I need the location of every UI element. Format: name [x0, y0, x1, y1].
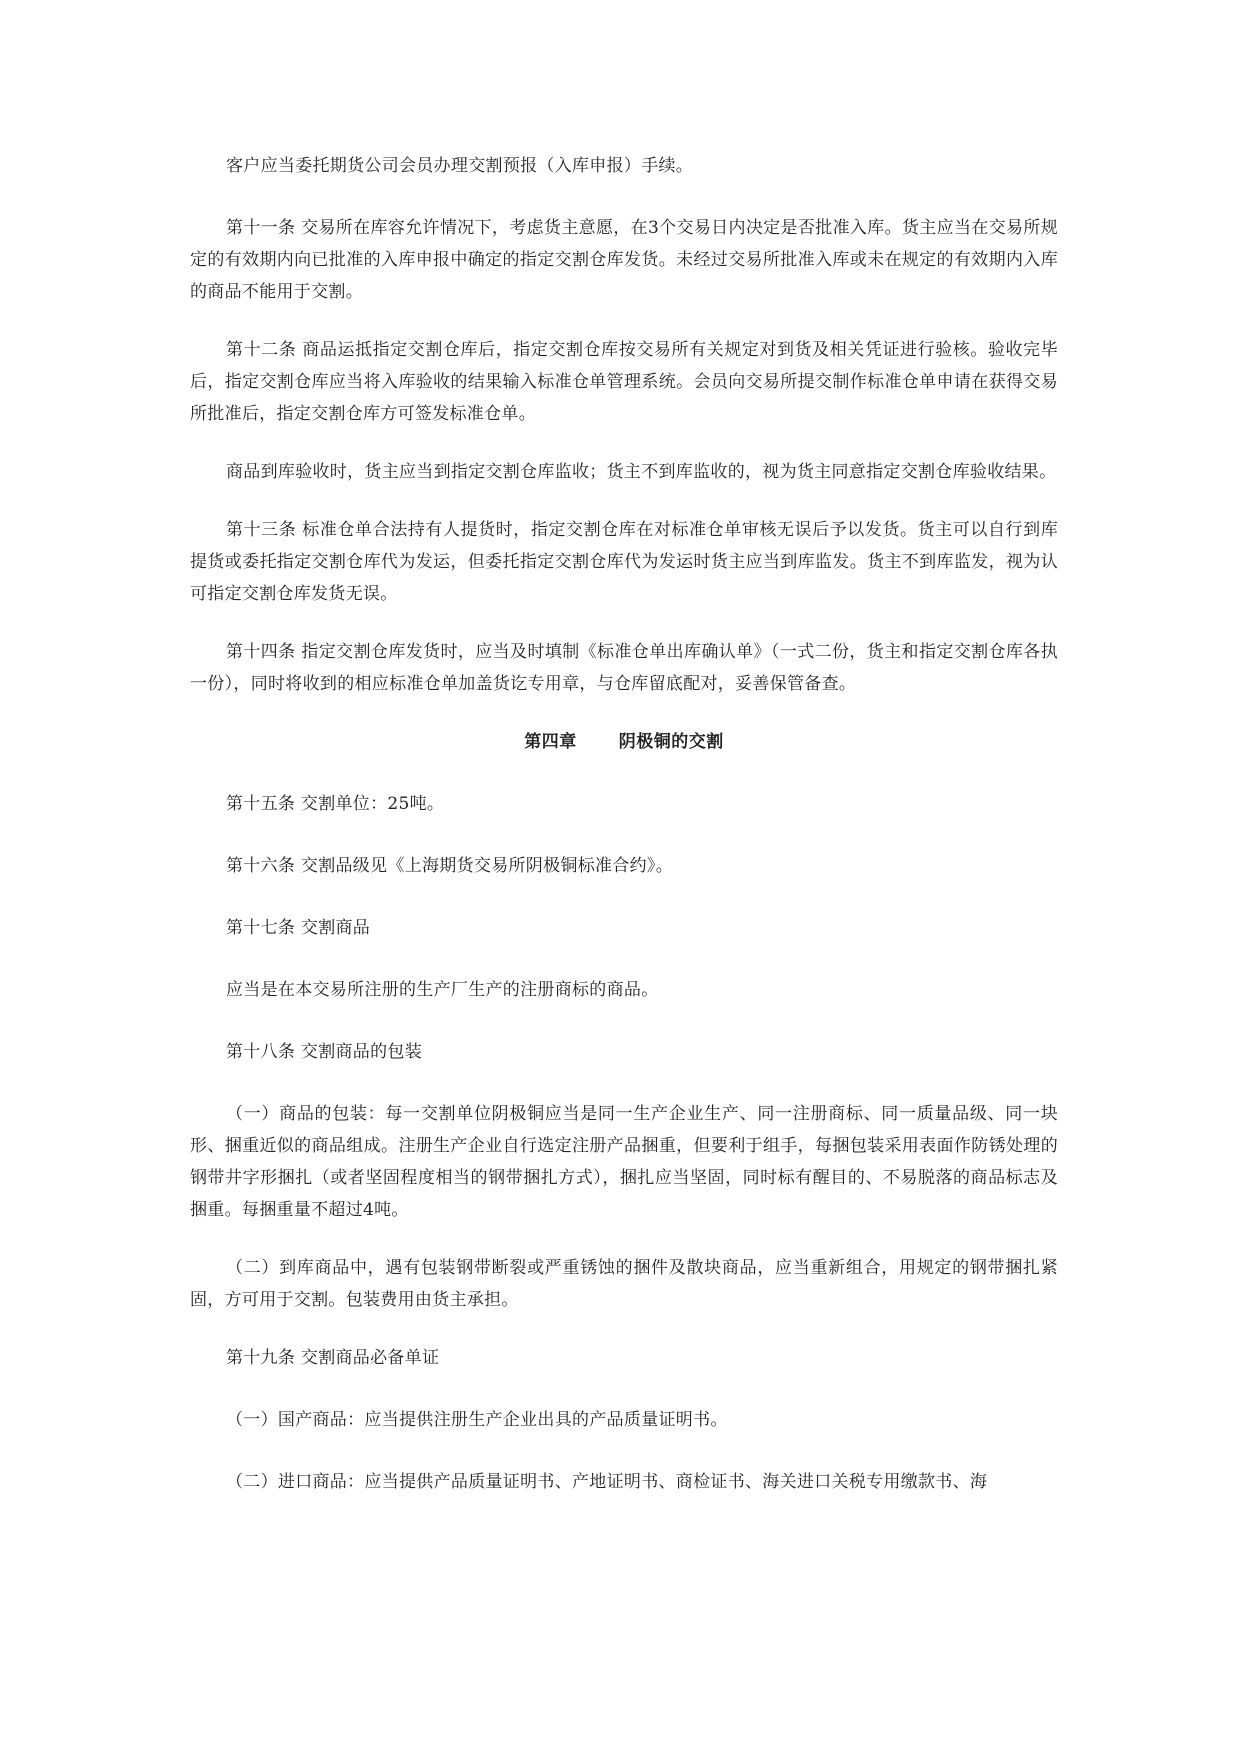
chapter-number: 第四章: [524, 732, 577, 752]
chapter-heading: [190, 726, 1058, 758]
paragraph-declaration: 客户应当委托期货公司会员办理交割预报（入库申报）手续。: [226, 156, 694, 176]
paragraph-packaging-1: （一）商品的包装：每一交割单位阴极铜应当是同一生产企业生产、同一注册商标、同一质量品级、同一块形、捆重近似的商品组成。注册生产企业自行选定注册产品捆重，但要利于组手，每捆包装采用表面作防锈处理的钢带井字形捆扎（或者坚固程度相当的钢带捆扎方式），捆扎应当坚固，同时标有醒目的、不易脱落的商品标志及捆重。每捆重量不超过4吨。: [190, 1104, 1058, 1220]
paragraph-article-12: 第十二条 商品运抵指定交割仓库后，指定交割仓库按交易所有关规定对到货及相关凭证进行验核。验收完毕后，指定交割仓库应当将入库验收的结果输入标准仓单管理系统。会员向交易所提交制作标准仓单申请在获得交易所批准后，指定交割仓库方可签发标准仓单。: [190, 340, 1058, 424]
paragraph-article-18: 第十八条 交割商品的包装: [226, 1042, 423, 1062]
paragraph-inspection: 商品到库验收时，货主应当到指定交割仓库监收；货主不到库监收的，视为货主同意指定交割仓库验收结果。: [226, 462, 1057, 482]
paragraph-article-14: 第十四条 指定交割仓库发货时，应当及时填制《标准仓单出库确认单》（一式二份，货主和指定交割仓库各执一份），同时将收到的相应标准仓单加盖货讫专用章，与仓库留底配对，妥善保管备查。: [190, 642, 1058, 694]
paragraph-article-15: 第十五条 交割单位：25吨。: [226, 794, 445, 814]
chapter-title: 阴极铜的交割: [618, 732, 724, 752]
paragraph-domestic-goods: （一）国产商品：应当提供注册生产企业出具的产品质量证明书。: [226, 1410, 728, 1430]
paragraph-packaging-2: （二）到库商品中，遇有包装钢带断裂或严重锈蚀的捆件及散块商品，应当重新组合，用规定的钢带捆扎紧固，方可用于交割。包装费用由货主承担。: [190, 1258, 1058, 1310]
document-page: [190, 150, 1058, 1528]
paragraph-article-11: 第十一条 交易所在库容允许情况下，考虑货主意愿，在3个交易日内决定是否批准入库。货主应当在交易所规定的有效期内向已批准的入库申报中确定的指定交割仓库发货。未经过交易所批准入库或未在规定的有效期内入库的商品不能用于交割。: [190, 218, 1058, 302]
paragraph-article-16: 第十六条 交割品级见《上海期货交易所阴极铜标准合约》。: [226, 856, 674, 876]
paragraph-article-13: 第十三条 标准仓单合法持有人提货时，指定交割仓库在对标准仓单审核无误后予以发货。货主可以自行到库提货或委托指定交割仓库代为发运，但委托指定交割仓库代为发运时货主应当到库监发。货主不到库监发，视为认可指定交割仓库发货无误。: [190, 520, 1058, 604]
paragraph-imported-goods: （二）进口商品：应当提供产品质量证明书、产地证明书、商检证书、海关进口关税专用缴款书、海: [226, 1472, 988, 1492]
paragraph-article-17: 第十七条 交割商品: [226, 918, 371, 938]
paragraph-registered-goods: 应当是在本交易所注册的生产厂生产的注册商标的商品。: [226, 980, 659, 1000]
paragraph-article-19: 第十九条 交割商品必备单证: [226, 1348, 440, 1368]
